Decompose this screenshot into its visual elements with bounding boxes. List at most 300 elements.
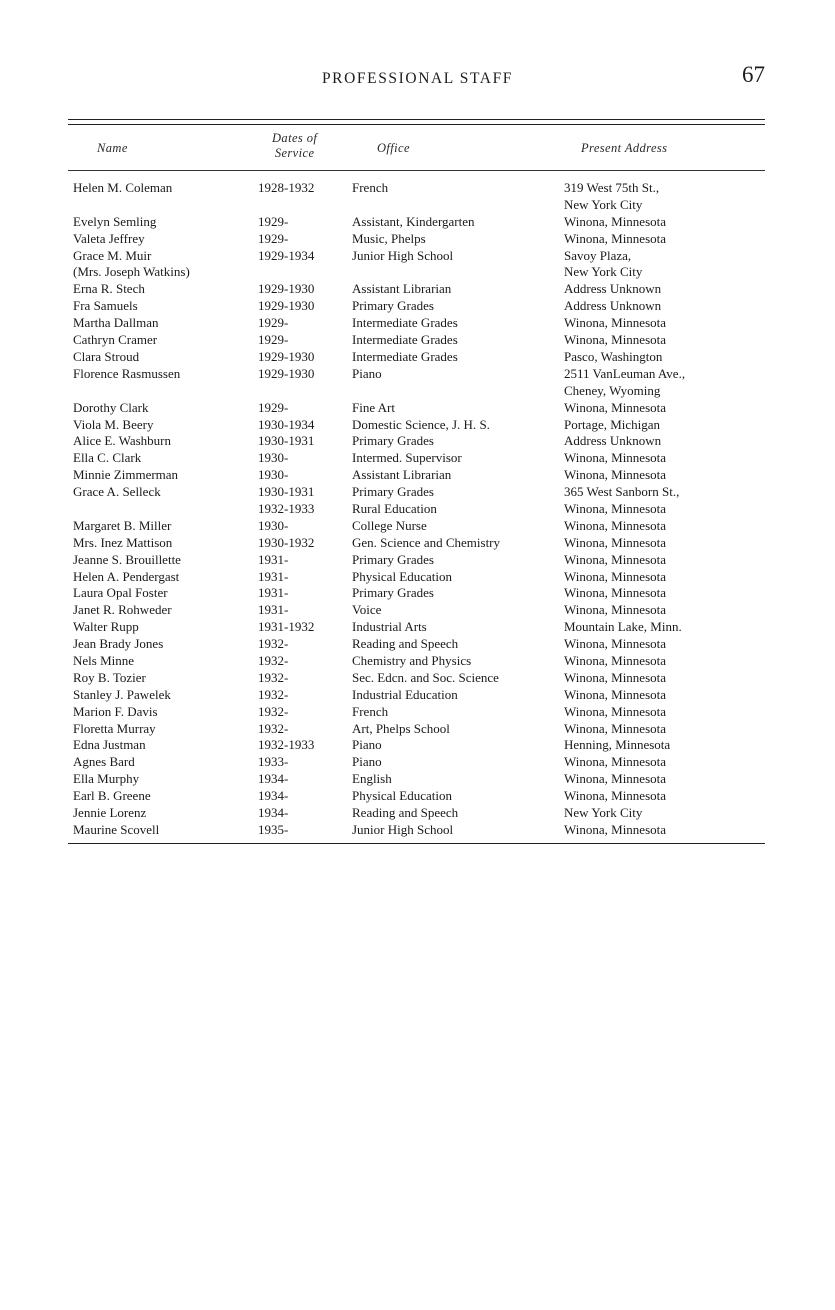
service-dates: 1930- bbox=[258, 450, 289, 466]
office-cell bbox=[352, 619, 427, 636]
office: Physical Education bbox=[352, 788, 453, 804]
office-cell bbox=[352, 636, 458, 653]
office-cell bbox=[352, 281, 451, 298]
office-cell bbox=[352, 805, 458, 822]
staff-name-cell bbox=[73, 315, 159, 332]
office: Primary Grades bbox=[352, 433, 434, 449]
present-address-cell bbox=[564, 417, 660, 434]
present-address: Winona, Minnesota bbox=[564, 568, 667, 584]
staff-name: Clara Stroud bbox=[73, 348, 140, 364]
staff-name-cell bbox=[73, 298, 138, 315]
staff-name-cell bbox=[73, 653, 134, 670]
present-address-cell bbox=[564, 180, 659, 214]
present-address-cell bbox=[564, 552, 666, 569]
staff-name-cell bbox=[73, 366, 180, 383]
table-row bbox=[0, 788, 835, 805]
staff-name-cell bbox=[73, 281, 145, 298]
office-cell bbox=[352, 687, 458, 704]
staff-name-cell bbox=[73, 417, 153, 434]
column-header-dates-line1: Dates of bbox=[272, 131, 318, 145]
service-dates-cell bbox=[258, 636, 288, 653]
present-address-cell bbox=[564, 704, 666, 721]
service-dates-cell bbox=[258, 400, 288, 417]
staff-name: Helen A. Pendergast bbox=[73, 568, 180, 584]
present-address-cell bbox=[564, 400, 666, 417]
office: Primary Grades bbox=[352, 484, 434, 500]
office: Assistant Librarian bbox=[352, 467, 452, 483]
staff-name-cell bbox=[73, 619, 139, 636]
page-header bbox=[0, 62, 835, 92]
service-dates: 1930-1934 bbox=[258, 416, 315, 432]
present-address: Winona, Minnesota bbox=[564, 230, 667, 246]
staff-name: Marion F. Davis bbox=[73, 703, 158, 719]
present-address: 365 West Sanborn St., bbox=[564, 484, 680, 500]
office-cell bbox=[352, 721, 450, 738]
present-address: Henning, Minnesota bbox=[564, 737, 671, 753]
office-cell bbox=[352, 315, 458, 332]
table-row bbox=[0, 805, 835, 822]
present-address: Winona, Minnesota bbox=[564, 534, 667, 550]
service-dates: 1929-1934 bbox=[258, 247, 315, 263]
staff-name: Earl B. Greene bbox=[73, 788, 151, 804]
service-dates: 1934- bbox=[258, 805, 289, 821]
staff-name-cell bbox=[73, 518, 171, 535]
staff-name: Ella C. Clark bbox=[73, 450, 142, 466]
present-address: Mountain Lake, Minn. bbox=[564, 619, 682, 635]
staff-name-cell bbox=[73, 704, 158, 721]
office-cell bbox=[352, 400, 395, 417]
table-row bbox=[0, 400, 835, 417]
staff-name: Grace M. Muir bbox=[73, 247, 152, 263]
service-dates-continued: 1932-1933 bbox=[258, 500, 315, 516]
table-row bbox=[0, 518, 835, 535]
present-address: Address Unknown bbox=[564, 433, 662, 449]
service-dates: 1929- bbox=[258, 332, 289, 348]
service-dates-cell bbox=[258, 467, 288, 484]
service-dates: 1930- bbox=[258, 517, 289, 533]
service-dates: 1932- bbox=[258, 720, 289, 736]
present-address-cell bbox=[564, 721, 666, 738]
staff-table bbox=[0, 180, 835, 839]
staff-name: Edna Justman bbox=[73, 737, 146, 753]
service-dates-cell bbox=[258, 248, 314, 265]
staff-name: Helen M. Coleman bbox=[73, 180, 173, 195]
staff-name-cell bbox=[73, 822, 159, 839]
present-address-cell bbox=[564, 771, 666, 788]
staff-name: Valeta Jeffrey bbox=[73, 230, 145, 246]
staff-name-cell bbox=[73, 535, 172, 552]
service-dates: 1931- bbox=[258, 602, 289, 618]
service-dates: 1929- bbox=[258, 315, 289, 331]
present-address-cell bbox=[564, 332, 666, 349]
staff-name: Margaret B. Miller bbox=[73, 517, 172, 533]
staff-name-cell bbox=[73, 349, 139, 366]
office-cell bbox=[352, 484, 437, 518]
present-address: Winona, Minnesota bbox=[564, 585, 667, 601]
staff-name-cell bbox=[73, 450, 141, 467]
staff-name-cell bbox=[73, 805, 146, 822]
table-row bbox=[0, 281, 835, 298]
present-address-cell bbox=[564, 737, 670, 754]
service-dates-cell bbox=[258, 670, 288, 687]
staff-name-cell bbox=[73, 400, 148, 417]
service-dates-cell bbox=[258, 569, 288, 586]
service-dates: 1934- bbox=[258, 771, 289, 787]
service-dates: 1930-1932 bbox=[258, 534, 315, 550]
service-dates-cell bbox=[258, 585, 288, 602]
column-header-office: Office bbox=[377, 141, 410, 155]
table-row bbox=[0, 771, 835, 788]
office: Assistant, Kindergarten bbox=[352, 213, 475, 229]
present-address-continued: New York City bbox=[564, 196, 643, 212]
table-row bbox=[0, 754, 835, 771]
present-address-cell bbox=[564, 281, 661, 298]
staff-name-cell bbox=[73, 602, 172, 619]
service-dates-cell bbox=[258, 754, 288, 771]
table-row bbox=[0, 619, 835, 636]
present-address: Winona, Minnesota bbox=[564, 636, 667, 652]
service-dates: 1932- bbox=[258, 686, 289, 702]
office-cell bbox=[352, 653, 471, 670]
staff-name: Roy B. Tozier bbox=[73, 669, 146, 685]
office-cell bbox=[352, 552, 434, 569]
office: Primary Grades bbox=[352, 551, 434, 567]
staff-name: Stanley J. Pawelek bbox=[73, 686, 171, 702]
table-row bbox=[0, 248, 835, 282]
staff-name-cell bbox=[73, 569, 179, 586]
present-address: Address Unknown bbox=[564, 281, 662, 297]
staff-name: Maurine Scovell bbox=[73, 821, 160, 837]
present-address: Winona, Minnesota bbox=[564, 754, 667, 770]
table-row bbox=[0, 450, 835, 467]
present-address-cell bbox=[564, 788, 666, 805]
staff-name: Martha Dallman bbox=[73, 315, 159, 331]
present-address-cell bbox=[564, 315, 666, 332]
office-cell bbox=[352, 332, 458, 349]
office-cell bbox=[352, 535, 500, 552]
table-row bbox=[0, 417, 835, 434]
service-dates: 1929-1930 bbox=[258, 298, 315, 314]
present-address-cell bbox=[564, 450, 666, 467]
staff-name: Minnie Zimmerman bbox=[73, 467, 179, 483]
present-address-cell bbox=[564, 231, 666, 248]
staff-name-cell bbox=[73, 687, 171, 704]
office: Intermediate Grades bbox=[352, 348, 458, 364]
table-row bbox=[0, 670, 835, 687]
table-row bbox=[0, 653, 835, 670]
office: English bbox=[352, 771, 392, 787]
service-dates-cell bbox=[258, 366, 314, 383]
service-dates-cell bbox=[258, 822, 288, 839]
present-address-cell bbox=[564, 518, 666, 535]
present-address: Winona, Minnesota bbox=[564, 213, 667, 229]
service-dates: 1930-1931 bbox=[258, 433, 315, 449]
present-address-cell bbox=[564, 569, 666, 586]
present-address: 319 West 75th St., bbox=[564, 180, 660, 195]
staff-name: Erna R. Stech bbox=[73, 281, 145, 297]
office-cell bbox=[352, 349, 458, 366]
table-row bbox=[0, 467, 835, 484]
office: Music, Phelps bbox=[352, 230, 426, 246]
table-row bbox=[0, 704, 835, 721]
table-row bbox=[0, 737, 835, 754]
service-dates-cell bbox=[258, 687, 288, 704]
office: Art, Phelps School bbox=[352, 720, 450, 736]
office: Sec. Edcn. and Soc. Science bbox=[352, 669, 499, 685]
staff-name: Walter Rupp bbox=[73, 619, 139, 635]
page-number: 67 bbox=[742, 62, 765, 87]
service-dates-cell bbox=[258, 805, 288, 822]
service-dates: 1928-1932 bbox=[258, 180, 315, 195]
office: Industrial Arts bbox=[352, 619, 427, 635]
office: Junior High School bbox=[352, 247, 454, 263]
office: Voice bbox=[352, 602, 382, 618]
present-address: Winona, Minnesota bbox=[564, 399, 667, 415]
service-dates: 1935- bbox=[258, 821, 289, 837]
column-header-name: Name bbox=[97, 141, 128, 155]
service-dates-cell bbox=[258, 484, 314, 518]
service-dates-cell bbox=[258, 552, 288, 569]
table-row bbox=[0, 298, 835, 315]
present-address: Winona, Minnesota bbox=[564, 315, 667, 331]
office-cell bbox=[352, 737, 382, 754]
office: Primary Grades bbox=[352, 298, 434, 314]
present-address-cell bbox=[564, 602, 666, 619]
service-dates-cell bbox=[258, 298, 314, 315]
staff-name-cell bbox=[73, 180, 172, 197]
office-cell bbox=[352, 822, 453, 839]
office-cell bbox=[352, 754, 382, 771]
present-address-cell bbox=[564, 805, 642, 822]
office: Fine Art bbox=[352, 399, 395, 415]
service-dates: 1932- bbox=[258, 636, 289, 652]
service-dates: 1929-1930 bbox=[258, 348, 315, 364]
service-dates-cell bbox=[258, 349, 314, 366]
present-address-cell bbox=[564, 653, 666, 670]
present-address: Winona, Minnesota bbox=[564, 467, 667, 483]
staff-name: Jeanne S. Brouillette bbox=[73, 551, 181, 567]
bottom-rule bbox=[68, 843, 765, 844]
column-header-dates bbox=[272, 131, 317, 161]
staff-name-cell bbox=[73, 737, 146, 754]
staff-name: Grace A. Selleck bbox=[73, 484, 161, 500]
staff-name-continued: (Mrs. Joseph Watkins) bbox=[73, 264, 190, 280]
present-address-cell bbox=[564, 754, 666, 771]
staff-name: Cathryn Cramer bbox=[73, 332, 158, 348]
present-address-continued: New York City bbox=[564, 264, 643, 280]
present-address: Winona, Minnesota bbox=[564, 686, 667, 702]
staff-name: Laura Opal Foster bbox=[73, 585, 168, 601]
staff-name: Janet R. Rohweder bbox=[73, 602, 172, 618]
office-cell bbox=[352, 788, 452, 805]
table-row bbox=[0, 231, 835, 248]
staff-name-cell bbox=[73, 433, 171, 450]
service-dates: 1930-1931 bbox=[258, 484, 315, 500]
office-cell bbox=[352, 569, 452, 586]
staff-name-cell bbox=[73, 636, 163, 653]
table-row bbox=[0, 349, 835, 366]
present-address-cell bbox=[564, 619, 682, 636]
table-row bbox=[0, 569, 835, 586]
service-dates-cell bbox=[258, 771, 288, 788]
table-row bbox=[0, 484, 835, 518]
top-double-rule bbox=[68, 119, 765, 125]
office: Reading and Speech bbox=[352, 805, 459, 821]
service-dates: 1931-1932 bbox=[258, 619, 315, 635]
office: Industrial Education bbox=[352, 686, 458, 702]
service-dates: 1932-1933 bbox=[258, 737, 315, 753]
office-cell bbox=[352, 231, 426, 248]
staff-name: Evelyn Semling bbox=[73, 213, 157, 229]
present-address: 2511 VanLeuman Ave., bbox=[564, 365, 686, 381]
header-rule bbox=[68, 170, 765, 171]
service-dates-cell bbox=[258, 704, 288, 721]
present-address-cell bbox=[564, 298, 661, 315]
present-address-cell bbox=[564, 433, 661, 450]
service-dates: 1929- bbox=[258, 399, 289, 415]
office-cell bbox=[352, 417, 490, 434]
office: Physical Education bbox=[352, 568, 453, 584]
present-address-cell bbox=[564, 349, 662, 366]
office: Reading and Speech bbox=[352, 636, 459, 652]
office: Primary Grades bbox=[352, 585, 434, 601]
staff-name: Viola M. Beery bbox=[73, 416, 154, 432]
staff-name-cell bbox=[73, 670, 146, 687]
present-address-cell bbox=[564, 670, 666, 687]
office: French bbox=[352, 180, 389, 195]
office-cell bbox=[352, 433, 434, 450]
staff-name-cell bbox=[73, 231, 145, 248]
present-address: Address Unknown bbox=[564, 298, 662, 314]
staff-name: Nels Minne bbox=[73, 653, 135, 668]
table-row bbox=[0, 214, 835, 231]
office: Piano bbox=[352, 737, 382, 753]
present-address: Winona, Minnesota bbox=[564, 669, 667, 685]
service-dates-cell bbox=[258, 231, 288, 248]
office: Assistant Librarian bbox=[352, 281, 452, 297]
column-header-dates-line2: Service bbox=[274, 146, 315, 160]
table-row bbox=[0, 535, 835, 552]
staff-name-cell bbox=[73, 754, 135, 771]
present-address: Winona, Minnesota bbox=[564, 653, 667, 668]
present-address: Winona, Minnesota bbox=[564, 517, 667, 533]
staff-name-cell bbox=[73, 552, 181, 569]
service-dates-cell bbox=[258, 535, 314, 552]
staff-name: Mrs. Inez Mattison bbox=[73, 534, 173, 550]
staff-name: Alice E. Washburn bbox=[73, 433, 171, 449]
present-address-cell bbox=[564, 467, 666, 484]
table-row bbox=[0, 602, 835, 619]
present-address-cell bbox=[564, 687, 666, 704]
present-address-cell bbox=[564, 636, 666, 653]
staff-name: Dorothy Clark bbox=[73, 399, 149, 415]
office: Intermediate Grades bbox=[352, 332, 458, 348]
office-cell bbox=[352, 467, 451, 484]
service-dates-cell bbox=[258, 721, 288, 738]
present-address-continued: Winona, Minnesota bbox=[564, 500, 667, 516]
present-address: Winona, Minnesota bbox=[564, 788, 667, 804]
service-dates: 1929-1930 bbox=[258, 365, 315, 381]
service-dates-cell bbox=[258, 602, 288, 619]
table-row bbox=[0, 366, 835, 400]
office-cell bbox=[352, 214, 475, 231]
present-address: New York City bbox=[564, 805, 643, 821]
staff-name: Jean Brady Jones bbox=[73, 636, 164, 652]
office: French bbox=[352, 703, 389, 719]
staff-name-cell bbox=[73, 214, 156, 231]
office-cell bbox=[352, 602, 381, 619]
staff-name-cell bbox=[73, 467, 178, 484]
service-dates-cell bbox=[258, 788, 288, 805]
present-address: Savoy Plaza, bbox=[564, 247, 632, 263]
staff-name-cell bbox=[73, 585, 168, 602]
staff-name-cell bbox=[73, 484, 161, 501]
service-dates-cell bbox=[258, 653, 288, 670]
present-address-cell bbox=[564, 484, 679, 518]
office-cell bbox=[352, 518, 427, 535]
service-dates: 1932- bbox=[258, 703, 289, 719]
service-dates: 1931- bbox=[258, 585, 289, 601]
service-dates-cell bbox=[258, 433, 314, 450]
service-dates-cell bbox=[258, 281, 314, 298]
office-cell bbox=[352, 298, 434, 315]
service-dates: 1932- bbox=[258, 669, 289, 685]
staff-name-cell bbox=[73, 788, 151, 805]
service-dates: 1929-1930 bbox=[258, 281, 315, 297]
office-cell bbox=[352, 450, 462, 467]
office: Junior High School bbox=[352, 821, 454, 837]
service-dates-cell bbox=[258, 315, 288, 332]
present-address: Winona, Minnesota bbox=[564, 720, 667, 736]
present-address-cell bbox=[564, 366, 685, 400]
staff-name: Fra Samuels bbox=[73, 298, 138, 314]
service-dates-cell bbox=[258, 518, 288, 535]
service-dates-cell bbox=[258, 332, 288, 349]
present-address-cell bbox=[564, 535, 666, 552]
table-row bbox=[0, 636, 835, 653]
service-dates: 1934- bbox=[258, 788, 289, 804]
service-dates: 1929- bbox=[258, 230, 289, 246]
office-cell bbox=[352, 180, 388, 197]
present-address-cell bbox=[564, 248, 642, 282]
service-dates: 1929- bbox=[258, 213, 289, 229]
present-address-cell bbox=[564, 822, 666, 839]
present-address: Winona, Minnesota bbox=[564, 551, 667, 567]
office-cell bbox=[352, 771, 392, 788]
present-address: Winona, Minnesota bbox=[564, 771, 667, 787]
service-dates-cell bbox=[258, 619, 314, 636]
service-dates-cell bbox=[258, 180, 314, 197]
table-row bbox=[0, 332, 835, 349]
office: Domestic Science, J. H. S. bbox=[352, 416, 490, 432]
service-dates-cell bbox=[258, 737, 314, 754]
column-header-address: Present Address bbox=[581, 141, 668, 155]
present-address: Winona, Minnesota bbox=[564, 821, 667, 837]
office: Gen. Science and Chemistry bbox=[352, 534, 501, 550]
present-address-cell bbox=[564, 585, 666, 602]
staff-name-cell bbox=[73, 721, 156, 738]
staff-name-cell bbox=[73, 248, 190, 282]
table-row bbox=[0, 180, 835, 214]
office-cell bbox=[352, 585, 434, 602]
service-dates-cell bbox=[258, 214, 288, 231]
service-dates: 1931- bbox=[258, 551, 289, 567]
staff-name: Agnes Bard bbox=[73, 754, 135, 770]
staff-name: Ella Murphy bbox=[73, 771, 140, 787]
service-dates: 1932- bbox=[258, 653, 289, 668]
present-address: Portage, Michigan bbox=[564, 416, 661, 432]
staff-name: Jennie Lorenz bbox=[73, 805, 147, 821]
